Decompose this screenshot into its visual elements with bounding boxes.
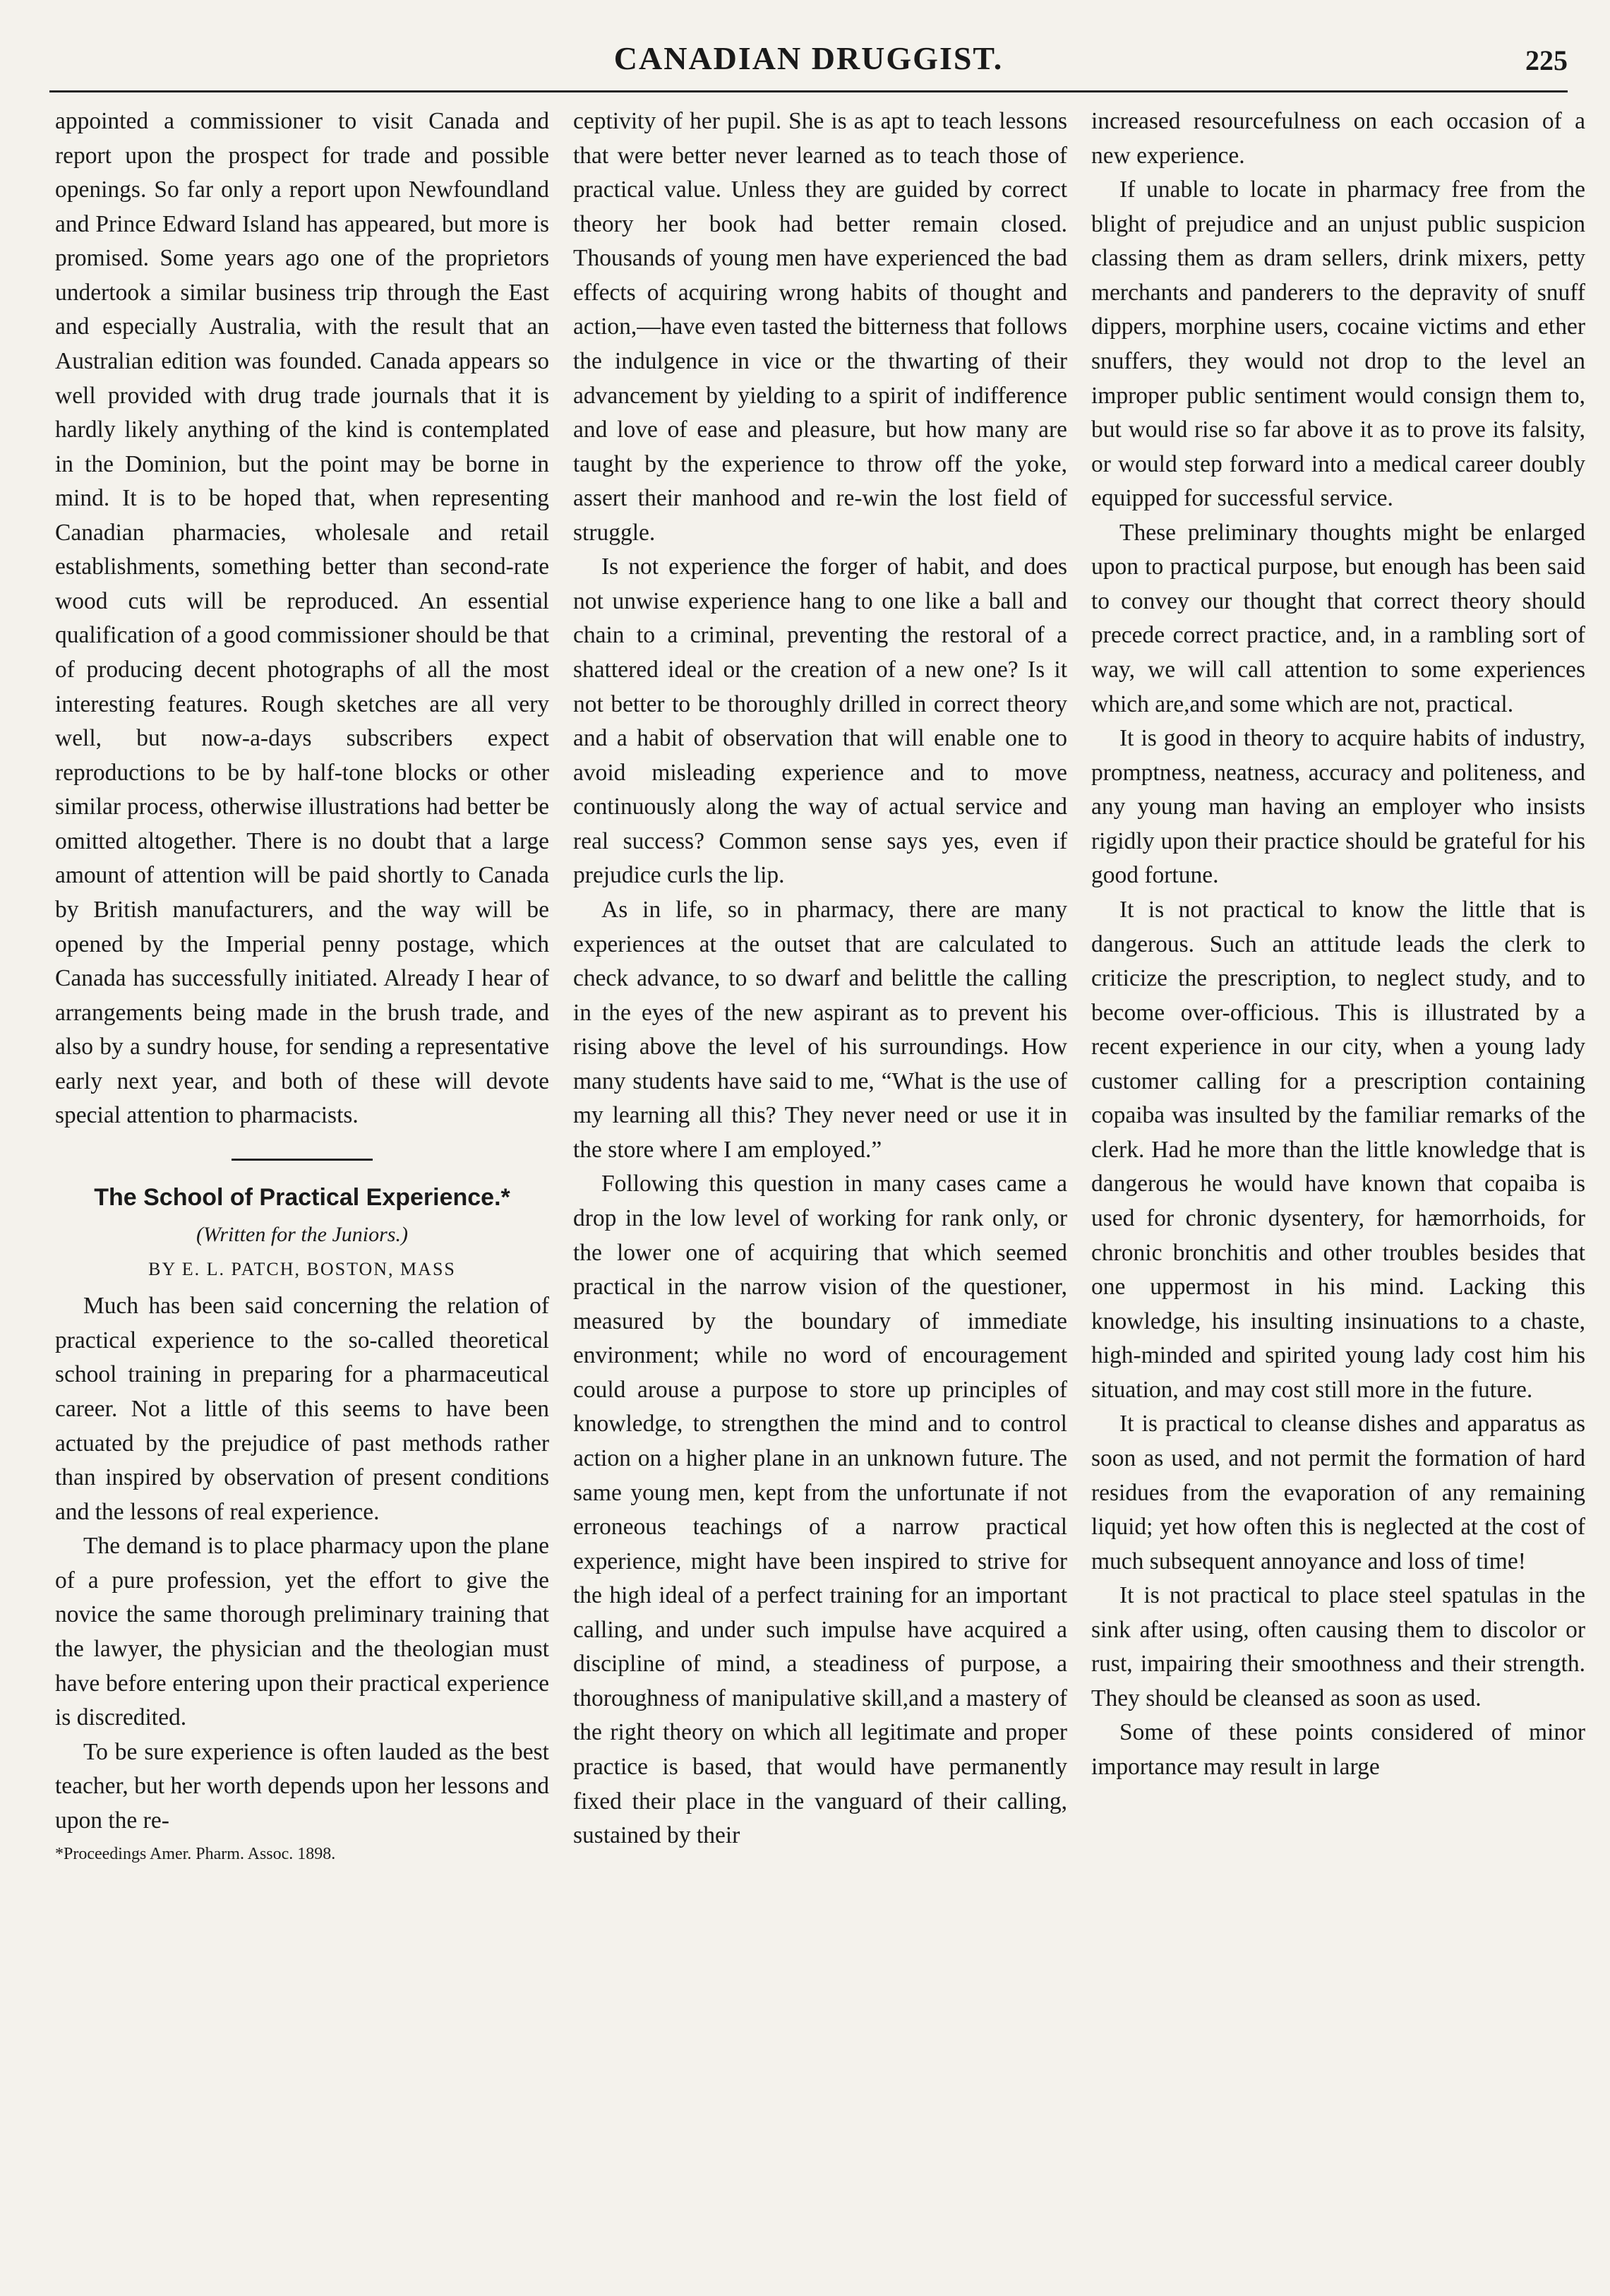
paragraph: ceptivity of her pupil. She is as apt to teach lessons that were better never learned as to teach those of practical value. Unless they are guided by correct theory her book had better remain closed. Thousands of young men have experienced the bad effects of acquiring wrong habits of thought and action,—have even tasted the bitterness that follows the indulgence in vice or the thwarting of their advancement by yielding to a spirit of indifference and love of ease and pleasure, but how many are taught by the experience to throw off the yoke, assert their manhood and re-win the lost field of struggle. [573,108,1067,546]
publication-title: CANADIAN DRUGGIST. [613,40,1004,76]
paragraph: These preliminary thoughts might be enlarged upon to practical purpose, but enough has been said to convey our thought that correct theory should precede correct practice, and, in a rambling sort of way, we will call attention to some experiences which are,and some which are not, practical. [1091,519,1585,717]
page-header [49,34,1568,90]
paragraph: Following this question in many cases came a drop in the low level of working for rank only, or the lower one of acquiring that which seemed practical in the narrow vision of the questioner, measured by the boundary of immediate environment; while no word of encouragement could arouse a purpose to store up principles of knowledge, to strengthen the mind and to control action on a higher plane in an unknown future. The same young men, kept from the unfortunate if not erroneous teachings of a narrow practical experience, might have been inspired to strive for the high ideal of a perfect training for an important calling, and under such impulse have acquired a discipline of mind, a steadiness of purpose, a thoroughness of manipulative skill,and a mastery of the right theory on which all legitimate and proper practice is based, that would have permanently fixed their place in the vanguard of their calling, sustained by their [573,1171,1067,1849]
paragraph: It is practical to cleanse dishes and apparatus as soon as used, and not permit the formation of hard residues from the evaporation of any remaining liquid; yet how often this is neglected at the cost of much subsequent annoyance and loss of time! [1091,1411,1585,1574]
page-number: 225 [1525,44,1568,76]
paragraph: Some of these points considered of minor importance may result in large [1091,1719,1585,1780]
column-2 [573,104,1067,2265]
article-title: The School of Practical Experience.* [94,1183,510,1211]
paragraph: increased resourcefulness on each occasion of a new experience. [1091,108,1585,169]
paragraph: To be sure experience is often lauded as the best teacher, but her worth depends upon her lessons and upon the re- [55,1738,549,1834]
paragraph: appointed a commissioner to visit Canada and report upon the prospect for trade and possible openings. So far only a report upon Newfoundland and Prince Edward Island has appeared, but more is promised. Some years ago one of the proprietors undertook a similar business trip through the East and especially Australia, with the result that an Australian edition was founded. Canada appears so well provided with drug trade journals that it is hardly likely anything of the kind is contemplated in the Dominion, but the point may be borne in mind. It is to be hoped that, when representing Canadian pharmacies, wholesale and retail establishments, something better than second-rate wood cuts will be reproduced. An essential qualification of a good commissioner should be that of producing decent photographs of all the most interesting features. Rough sketches are all very well, but now-a-days subscribers expect reproductions to be by half-tone blocks or other similar process, otherwise illustrations had better be omitted altogether. There is no doubt that a large amount of attention will be paid shortly to Canada by British manufacturers, and the way will be opened by the Imperial penny postage, which Canada has successfully initiated. Already I hear of arrangements being made in the brush trade, and also by a sundry house, for sending a representative early next year, and both of these will devote special attention to pharmacists. [55,108,549,1129]
article-byline: BY E. L. PATCH, BOSTON, MASS [148,1258,456,1279]
footnote: *Proceedings Amer. Pharm. Assoc. 1898. [55,1845,336,1864]
paragraph: Much has been said concerning the relation of practical experience to the so-called theoretical school training in preparing for a pharmaceutical career. Not a little of this seems to have been actuated by the prejudice of past methods rather than inspired by observation of present conditions and the lessons of real experience. [55,1293,549,1525]
header-rule [49,90,1568,92]
paragraph: It is good in theory to acquire habits of industry, promptness, neatness, accuracy and politeness, and any young man having an employer who insists rigidly upon their practice should be grateful for his good fortune. [1091,725,1585,889]
column-1 [55,104,549,2265]
paragraph: It is not practical to place steel spatulas in the sink after using, often causing them to discolor or rust, impairing their smoothness and their strength. They should be cleansed as soon as used. [1091,1582,1585,1711]
article-divider [232,1159,373,1161]
paragraph: Is not experience the forger of habit, and does not unwise experience hang to one like a ball and chain to a criminal, preventing the restoral of a shattered ideal or the creation of a new one? Is it not better to be thoroughly drilled in correct theory and a habit of observation that will enable one to avoid misleading experience and to move continuously along the way of actual service and real success? Common sense says yes, even if prejudice curls the lip. [573,554,1067,889]
column-3 [1091,104,1585,2265]
article-subtitle: (Written for the Juniors.) [196,1223,408,1247]
paragraph: As in life, so in pharmacy, there are many experiences at the outset that are calculated to check advance, to so dwarf and belittle the calling in the eyes of the new aspirant as to prevent his rising above the level of his surroundings. How many students have said to me, “What is the use of my learning all this? They never need or use it in the store where I am employed.” [573,896,1067,1163]
paragraph: The demand is to place pharmacy upon the plane of a pure profession, yet the effort to give the novice the same thorough preliminary training that the lawyer, the physician and the theologian must have before entering upon their practical experience is discredited. [55,1533,549,1731]
paragraph: It is not practical to know the little that is dangerous. Such an attitude leads the clerk to criticize the prescription, to neglect study, and to become over-officious. This is illustrated by a recent experience in our city, when a young lady customer calling for a prescription containing copaiba was insulted by the familiar remarks of the clerk. Had he more than the little knowledge that is dangerous he would have known that copaiba is used for chronic dysentery, for hæmorrhoids, for chronic bronchitis and other troubles besides that one uppermost in his mind. Lacking this knowledge, his insulting insinuations to a chaste, high-minded and spirited young lady cost him his situation, and may cost still more in the future. [1091,896,1585,1403]
paragraph: If unable to locate in pharmacy free from the blight of prejudice and an unjust public suspicion classing them as dram sellers, drink mixers, petty merchants and panderers to the depravity of snuff dippers, morphine users, cocaine victims and ether snuffers, they would not drop to the level an improper public sentiment would consign them to, but would rise so far above it as to prove its falsity, or would step forward into a medical career doubly equipped for successful service. [1091,177,1585,512]
